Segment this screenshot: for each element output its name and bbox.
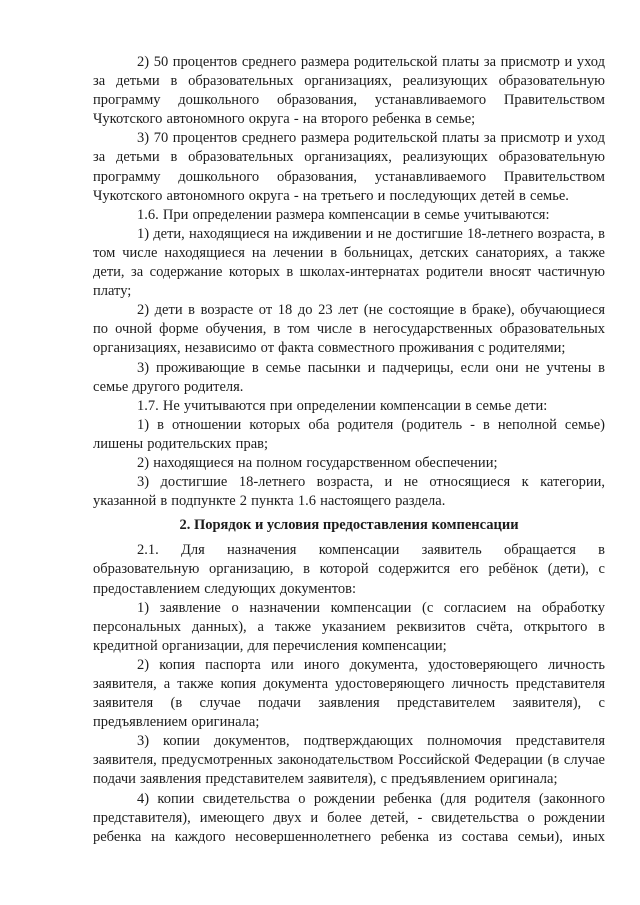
section-heading: 2. Порядок и условия предоставления компенсации xyxy=(179,517,519,534)
paragraph: 3) копии документов, подтверждающих полномочия представителя заявителя, предусмотренных законодательством Российской Федерации (в случае подачи заявления представителем заявителя), с предъявлением оригинала; xyxy=(93,733,605,788)
paragraph: 3) проживающие в семье пасынки и падчерицы, если они не учтены в семье другого родителя. xyxy=(93,359,605,395)
paragraph: 1) дети, находящиеся на иждивении и не достигшие 18-летнего возраста, в том числе находящиеся на лечении в больницах, детских санаториях, а также дети, за содержание которых в школах-интернатах родители вносят частичную плату; xyxy=(93,225,605,300)
paragraph: 2) находящиеся на полном государственном обеспечении; xyxy=(137,454,498,471)
paragraph: 1.6. При определении размера компенсации в семье учитываются: xyxy=(137,206,550,223)
paragraph: 2) 50 процентов среднего размера родительской платы за присмотр и уход за детьми в образовательных организациях, реализующих образовательную программу дошкольного образования, устанавливаемого Правительством Чукотского автономного округа - на второго ребенка в семье; xyxy=(93,54,605,128)
paragraph: 2) копия паспорта или иного документа, удостоверяющего личность заявителя, а также копия документа удостоверяющего личность представителя заявителя (в случае подачи заявления представителем заявителя), с предъявлением оригинала; xyxy=(93,656,605,731)
paragraph: 2) дети в возрасте от 18 до 23 лет (не состоящие в браке), обучающиеся по очной форме обучения, в том числе в негосударственных образовательных организациях, независимо от факта совместного проживания с родителями; xyxy=(93,302,605,357)
paragraph: 1) в отношении которых оба родителя (родитель - в неполной семье) лишены родительских прав; xyxy=(93,416,605,452)
paragraph: 3) 70 процентов среднего размера родительской платы за присмотр и уход за детьми в образовательных организациях, реализующих образовательную программу дошкольного образования, устанавливаемого Правительством Чукотского автономного округа - на третьего и последующих детей в семье. xyxy=(93,130,605,204)
paragraph: 1.7. Не учитываются при определении компенсации в семье дети: xyxy=(137,397,548,414)
paragraph: 3) достигшие 18-летнего возраста, и не относящиеся к категории, указанной в подпункте 2 пункта 1.6 настоящего раздела. xyxy=(93,474,605,510)
paragraph: 1) заявление о назначении компенсации (с согласием на обработку персональных данных), а также указанием реквизитов счёта, открытого в кредитной организации, для перечисления компенсации; xyxy=(93,599,605,654)
paragraph: 4) копии свидетельства о рождении ребенка (для родителя (законного представителя), имеющего двух и более детей, - свидетельства о рождении ребенка на каждого несовершеннолетнего ребенка из состава семьи), иных xyxy=(93,790,605,845)
paragraph: 2.1. Для назначения компенсации заявитель обращается в образовательную организацию, в которой содержится его ребёнок (дети), с предоставлением следующих документов: xyxy=(93,542,605,597)
